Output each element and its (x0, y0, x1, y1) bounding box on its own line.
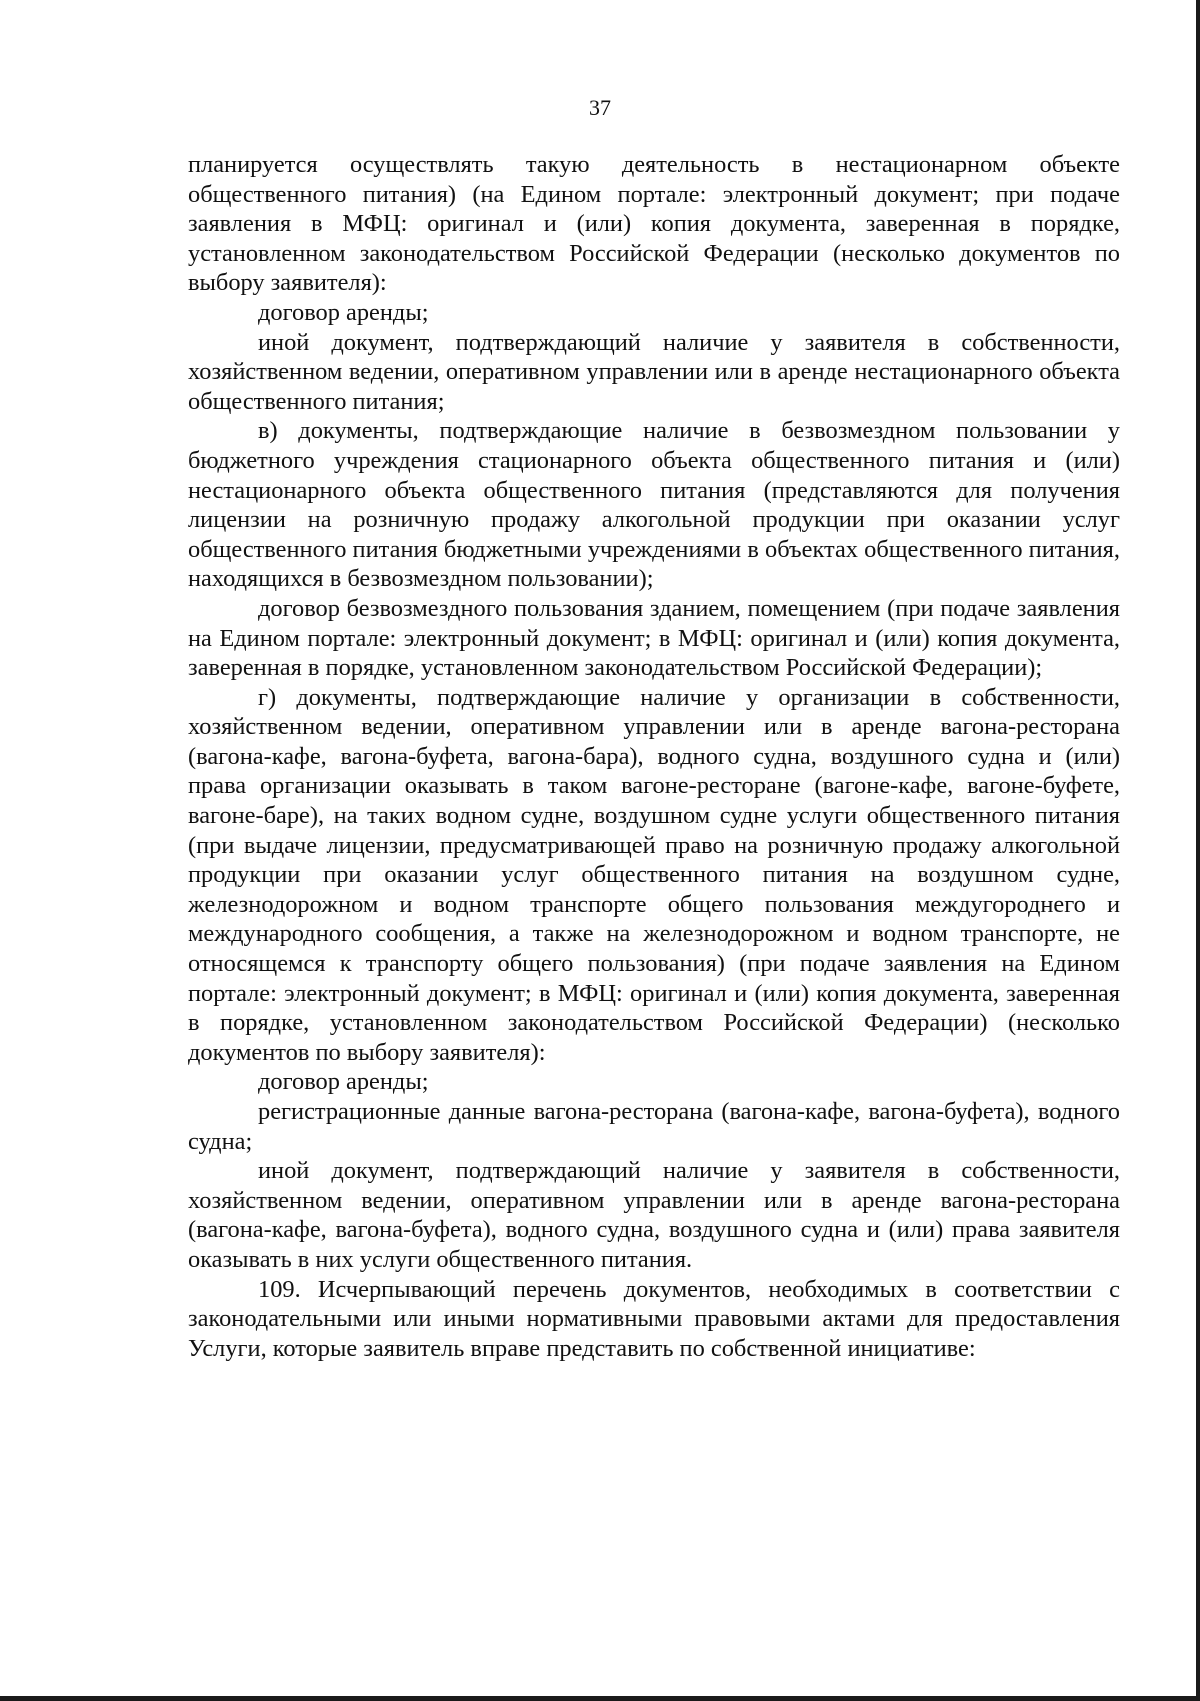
paragraph-other-document-2: иной документ, подтверждающий наличие у заявителя в собственности, хозяйственном ведении, оперативном управлении или в аренде вагона-ресторана (вагона-кафе, вагона-буфета), водного судна, воздушного судна и (или) права заявителя оказывать в них услуги общественного питания. (188, 1157, 1120, 1273)
paragraph-lease-agreement: договор аренды; (258, 298, 429, 326)
paragraph-lease-agreement-2: договор аренды; (258, 1068, 429, 1096)
paragraph-item-g: г) документы, подтверждающие наличие у организации в собственности, хозяйственном ведении, оперативном управлении или в аренде вагона-ресторана (вагона-кафе, вагона-буфета, вагона-бара), водного судна, воздушного судна и (или) права организации оказывать в таком вагоне-ресторане (вагоне-кафе, вагоне-буфете, вагоне-баре), на таких водном судне, воздушном судне услуги общественного питания (при выдаче лицензии, предусматривающей право на розничную продажу алкогольной продукции при оказании услуг общественного питания на воздушном судне, железнодорожном и водном транспорте общего пользования междугороднего и международного сообщения, а также на железнодорожном и водном транспорте, не относящемся к транспорту общего пользования) (при подаче заявления на Едином портале: электронный документ; в МФЦ: оригинал и (или) копия документа, заверенная в порядке, установленном законодательством Российской Федерации) (несколько документов по выбору заявителя): (188, 683, 1120, 1066)
document-body (188, 150, 1120, 1363)
scan-border-right (1196, 0, 1200, 1701)
paragraph-registration-data: регистрационные данные вагона-ресторана (вагона-кафе, вагона-буфета), водного судна; (188, 1098, 1120, 1155)
paragraph-item-v: в) документы, подтверждающие наличие в безвозмездном пользовании у бюджетного учреждения стационарного объекта общественного питания и (или) нестационарного объекта общественного питания (представляются для получения лицензии на розничную продажу алкогольной продукции при оказании услуг общественного питания бюджетными учреждениями в объектах общественного питания, находящихся в безвозмездном пользовании); (188, 417, 1120, 593)
paragraph-other-document: иной документ, подтверждающий наличие у заявителя в собственности, хозяйственном ведении, оперативном управлении или в аренде нестационарного объекта общественного питания; (188, 328, 1120, 415)
scan-border-bottom (0, 1696, 1200, 1701)
paragraph-free-use-agreement: договор безвозмездного пользования зданием, помещением (при подаче заявления на Едином портале: электронный документ; в МФЦ: оригинал и (или) копия документа, заверенная в порядке, установленном законодательством Российской Федерации); (188, 594, 1120, 682)
paragraph-item-109: 109. Исчерпывающий перечень документов, необходимых в соответствии с законодательными или иными нормативными правовыми актами для предоставления Услуги, которые заявитель вправе представить по собственной инициативе: (188, 1275, 1120, 1362)
paragraph-continuation: планируется осуществлять такую деятельность в нестационарном объекте общественного питания) (на Едином портале: электронный документ; при подаче заявления в МФЦ: оригинал и (или) копия документа, заверенная в порядке, установленном законодательством Российской Федерации (несколько документов по выбору заявителя): (188, 151, 1120, 297)
page-number: 37 (589, 95, 611, 120)
